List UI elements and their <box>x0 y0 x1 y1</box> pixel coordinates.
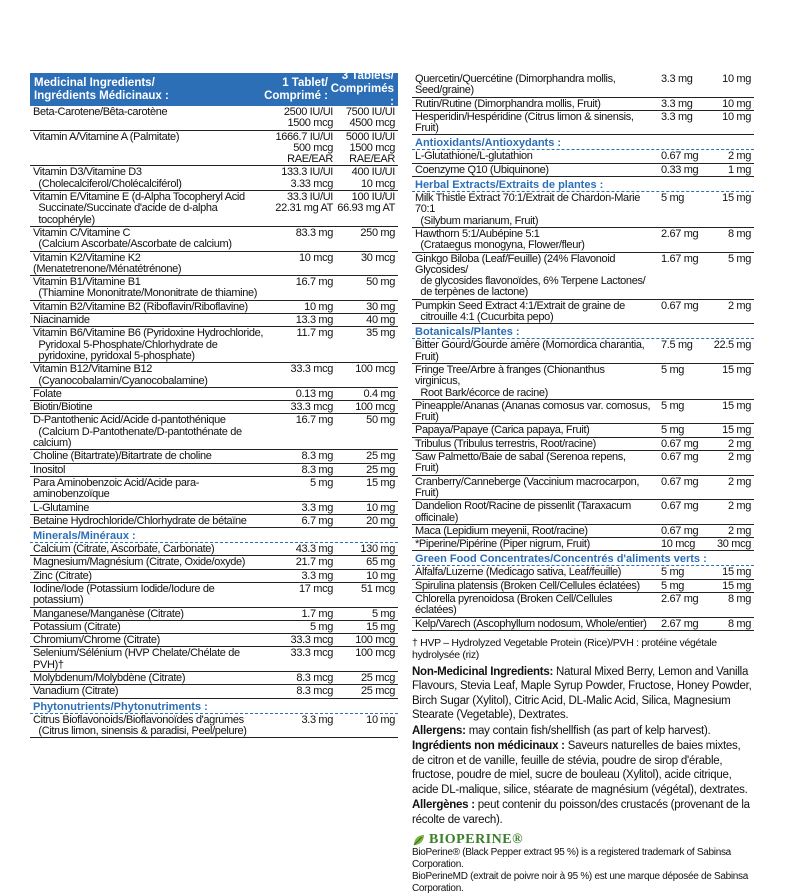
ingredient-row <box>30 543 398 556</box>
ingredient-name: *Piperine/Pipérine (Piper nigrum, Fruit) <box>415 538 590 551</box>
ingredient-name: Citrus Bioflavonoids/Bioflavonoïdes d'agrumes (Citrus limon, sinensis & paradisi, Peel/pelure) <box>33 713 247 737</box>
amount-3-tablets: 10 mg <box>366 569 395 582</box>
ingredient-row <box>30 672 398 685</box>
ingredient-name: Vitamin B2/Vitamine B2 (Riboflavin/Riboflavine) <box>33 300 248 313</box>
amount-3-tablets: 30 mcg <box>717 538 751 551</box>
phytonutrient-rows <box>30 714 398 739</box>
ingredient-name: Vitamin B12/Vitamine B12 (Cyanocobalamin/Cyanocobalamine) <box>33 363 208 387</box>
ingredient-row <box>412 525 754 538</box>
amount-3-tablets: 8 mg <box>727 227 751 240</box>
allergens-fr <box>412 798 754 827</box>
non-medicinal-en-text: Natural Mixed Berry, Lemon and Vanilla Flavours, Stevia Leaf, Maple Syrup Powder, Fructose, Honey Powder, Birch Sugar (Xylitol), Citric Acid, DL-Malic Acid, Silica, Magnesium Stearate (Vegetable), Dextrates. <box>412 665 752 722</box>
ingredient-name: Vitamin A/Vitamine A (Palmitate) <box>33 130 180 143</box>
ingredient-row <box>30 621 398 634</box>
bioperine-line-fr: BioPerineMD (extrait de poivre noir à 95 %) est une marque déposée de Sabinsa Corporation. <box>412 871 748 895</box>
ingredient-name: Ginkgo Biloba (Leaf/Feuille) (24% Flavonoid Glycosides/ de glycosides flavonoïdes, 6% Terpene Lactones/ de terpènes de lactone) <box>415 252 646 299</box>
ingredient-row <box>30 276 398 301</box>
amount-1-tablet: 2.67 mg <box>661 227 699 240</box>
amount-1-tablet: 3.3 mg <box>661 97 693 110</box>
amount-1-tablet: 0.67 mg <box>661 150 699 163</box>
amount-1-tablet: 0.67 mg <box>661 451 699 464</box>
amount-3-tablets: 5 mg <box>727 252 751 265</box>
section-title-phytonutrients: Phytonutrients/Phytonutriments : <box>30 699 398 714</box>
amount-1-tablet: 5 mg <box>661 579 685 592</box>
ingredient-name: Rutin/Rutine (Dimorphandra mollis, Fruit) <box>415 97 601 110</box>
ingredient-row <box>30 608 398 621</box>
amount-3-tablets: 5 mg <box>371 607 395 620</box>
amount-3-tablets: 25 mcg <box>361 685 395 698</box>
amount-1-tablet: 5 mg <box>309 620 333 633</box>
ingredient-row <box>412 566 754 579</box>
amount-3-tablets: 15 mg <box>722 579 751 592</box>
ingredient-row <box>412 150 754 163</box>
ingredient-name: Bitter Gourd/Gourde amère (Momordica charantia, Fruit) <box>415 339 648 363</box>
amount-1-tablet: 8.3 mg <box>301 463 333 476</box>
leaf-icon <box>412 833 426 847</box>
ingredient-name: Cranberry/Canneberge (Vaccinium macrocarpon, Fruit) <box>415 475 642 499</box>
ingredient-name: Calcium (Citrate, Ascorbate, Carbonate) <box>33 543 215 556</box>
amount-3-tablets: 100 IU/UI 66.93 mg AT <box>337 191 395 215</box>
ingredient-name: Chromium/Chrome (Citrate) <box>33 634 160 647</box>
section-title-minerals: Minerals/Minéraux : <box>30 528 398 543</box>
amount-3-tablets: 15 mg <box>722 399 751 412</box>
amount-1-tablet: 5 mg <box>661 424 685 437</box>
amount-1-tablet: 17 mcg <box>299 582 333 595</box>
ingredient-row <box>412 98 754 111</box>
amount-3-tablets: 2 mg <box>727 299 751 312</box>
amount-3-tablets: 10 mg <box>366 501 395 514</box>
ingredient-row <box>412 438 754 451</box>
ingredient-row <box>30 227 398 252</box>
amount-1-tablet: 133.3 IU/UI 3.33 mcg <box>281 166 333 190</box>
amount-3-tablets: 5000 IU/UI 1500 mcg RAE/EAR <box>345 130 395 166</box>
amount-1-tablet: 33.3 mcg <box>290 634 333 647</box>
amount-1-tablet: 10 mg <box>304 300 333 313</box>
ingredient-row <box>30 131 398 167</box>
ingredient-row <box>412 228 754 253</box>
amount-3-tablets: 2 mg <box>727 150 751 163</box>
amount-3-tablets: 10 mg <box>722 73 751 85</box>
ingredient-name: Inositol <box>33 463 66 476</box>
antioxidant-rows <box>412 150 754 177</box>
amount-1-tablet: 33.3 mcg <box>290 401 333 414</box>
bioperine-block <box>412 833 754 895</box>
ingredient-name: Alfalfa/Luzerne (Medicago sativa, Leaf/feuille) <box>415 566 622 579</box>
ingredient-row <box>30 363 398 388</box>
amount-3-tablets: 30 mcg <box>361 251 395 264</box>
amount-1-tablet: 5 mg <box>661 192 685 205</box>
amount-3-tablets: 250 mg <box>360 226 395 239</box>
left-column <box>30 70 398 738</box>
amount-3-tablets: 25 mcg <box>361 672 395 685</box>
medicinal-rows <box>30 106 398 528</box>
ingredient-row <box>30 327 398 363</box>
ingredient-row <box>412 192 754 228</box>
amount-1-tablet: 6.7 mg <box>301 514 333 527</box>
ingredient-row <box>30 685 398 698</box>
ingredient-row <box>30 314 398 327</box>
ingredient-name: Spirulina platensis (Broken Cell/Cellules éclatées) <box>415 579 640 592</box>
amount-3-tablets: 2 mg <box>727 475 751 488</box>
amount-3-tablets: 65 mg <box>366 556 395 569</box>
non-medicinal-fr-text: Saveurs naturelles de baies mixtes, de citron et de vanille, feuille de stévia, poudre de sirop d'érable, fructose, poudre de miel, sucre de bouleau (Xylitol), acide citrique, acide DL-malique, silice, stéarate de magnésium (végétal), dextrates. <box>412 740 748 796</box>
amount-1-tablet: 0.13 mg <box>295 387 333 400</box>
ingredient-name: D-Pantothenic Acid/Acide d-pantothénique (Calcium D-Pantothenate/D-pantothénate de calcium) <box>33 414 242 450</box>
allergens-en <box>412 724 754 739</box>
ingredient-name: Maca (Lepidium meyenii, Root/racine) <box>415 524 588 537</box>
ingredient-row <box>30 515 398 528</box>
ingredient-row <box>412 451 754 476</box>
ingredient-row <box>30 714 398 739</box>
ingredient-row <box>30 414 398 450</box>
ingredient-row <box>412 300 754 325</box>
botanical-rows <box>412 339 754 551</box>
ingredient-name: Papaya/Papaye (Carica papaya, Fruit) <box>415 424 590 437</box>
bioperine-line-en: BioPerine® (Black Pepper extract 95 %) is a registered trademark of Sabinsa Corporation. <box>412 847 731 871</box>
amount-1-tablet: 5 mg <box>661 399 685 412</box>
amount-1-tablet: 8.3 mcg <box>296 672 333 685</box>
ingredient-row <box>412 400 754 425</box>
amount-1-tablet: 5 mg <box>309 476 333 489</box>
amount-1-tablet: 0.67 mg <box>661 437 699 450</box>
ingredient-name: Pumpkin Seed Extract 4:1/Extrait de graine de citrouille 4:1 (Cucurbita pepo) <box>415 299 625 324</box>
section-title-herbal: Herbal Extracts/Extraits de plantes : <box>412 177 754 192</box>
ingredient-name: Vitamin E/Vitamine E (d-Alpha Tocopheryl Acid Succinate/Succinate d'acide de d-alpha tocophéryle) <box>33 191 245 226</box>
ingredient-name: Folate <box>33 387 62 400</box>
ingredient-name: Biotin/Biotine <box>33 401 93 414</box>
amount-3-tablets: 100 mcg <box>355 647 395 660</box>
amount-3-tablets: 10 mg <box>722 97 751 110</box>
ingredient-row <box>412 476 754 501</box>
amount-1-tablet: 2.67 mg <box>661 617 699 630</box>
amount-1-tablet: 16.7 mg <box>295 414 333 427</box>
ingredient-name: Magnesium/Magnésium (Citrate, Oxide/oxyde) <box>33 556 246 569</box>
ingredient-name: Zinc (Citrate) <box>33 569 92 582</box>
ingredient-name: Potassium (Citrate) <box>33 620 121 633</box>
ingredient-name: Hawthorn 5:1/Aubépine 5:1 (Crataegus monogyna, Flower/fleur) <box>415 227 585 252</box>
ingredient-name: Beta-Carotene/Bêta-carotène <box>33 106 168 118</box>
amount-1-tablet: 5 mg <box>661 566 685 579</box>
non-medicinal-fr-label: Ingrédients non médicinaux : <box>412 740 565 753</box>
amount-3-tablets: 15 mg <box>722 363 751 376</box>
ingredient-name: Vitamin C/Vitamine C (Calcium Ascorbate/Ascorbate de calcium) <box>33 226 232 251</box>
amount-3-tablets: 400 IU/UI 10 mcg <box>351 166 395 190</box>
mineral-rows <box>30 543 398 699</box>
amount-3-tablets: 50 mg <box>366 276 395 289</box>
ingredient-row <box>412 538 754 551</box>
ingredient-row <box>30 301 398 314</box>
ingredient-name: Chlorella pyrenoidosa (Broken Cell/Cellules éclatées) <box>415 592 615 617</box>
ingredient-row <box>30 450 398 463</box>
ingredient-row <box>30 464 398 477</box>
amount-1-tablet: 1666.7 IU/UI 500 mcg RAE/EAR <box>275 130 333 166</box>
ingredient-name: Tribulus (Tribulus terrestris, Root/racine) <box>415 437 596 450</box>
allergens-en-label: Allergens: <box>412 724 466 737</box>
ingredient-row <box>412 339 754 364</box>
section-title-greenfood: Green Food Concentrates/Concentrés d'aliments verts : <box>412 551 754 566</box>
ingredient-row <box>30 401 398 414</box>
amount-3-tablets: 50 mg <box>366 414 395 427</box>
ingredient-name: Milk Thistle Extract 70:1/Extrait de Chardon-Marie 70:1 (Silybum marianum, Fruit) <box>415 192 640 227</box>
ingredient-row <box>30 106 398 131</box>
ingredient-name: Betaine Hydrochloride/Chlorhydrate de bétaïne <box>33 514 247 527</box>
amount-1-tablet: 7.5 mg <box>661 339 693 352</box>
amount-3-tablets: 15 mg <box>722 566 751 579</box>
ingredient-row <box>30 502 398 515</box>
amount-1-tablet: 1.7 mg <box>301 607 333 620</box>
amount-1-tablet: 2500 IU/UI 1500 mcg <box>283 106 333 130</box>
amount-3-tablets: 30 mg <box>366 300 395 313</box>
amount-3-tablets: 15 mg <box>366 620 395 633</box>
ingredient-name: Vitamin D3/Vitamine D3 (Cholecalciferol/Cholécalciférol) <box>33 166 182 190</box>
amount-3-tablets: 2 mg <box>727 524 751 537</box>
amount-3-tablets: 100 mcg <box>355 634 395 647</box>
amount-3-tablets: 130 mg <box>360 543 395 556</box>
amount-3-tablets: 40 mg <box>366 314 395 327</box>
ingredient-row <box>412 253 754 300</box>
bioperine-logo-text: BIOPERINE® <box>429 832 524 848</box>
ingredient-row <box>30 477 398 502</box>
ingredient-row <box>30 252 398 277</box>
ingredient-row <box>30 388 398 401</box>
ingredient-row <box>30 583 398 608</box>
ingredient-name: Fringe Tree/Arbre à franges (Chionanthus virginicus, Root Bark/écorce de racine) <box>415 363 605 399</box>
amount-1-tablet: 3.3 mg <box>301 569 333 582</box>
amount-3-tablets: 8 mg <box>727 617 751 630</box>
amount-1-tablet: 8.3 mg <box>301 450 333 463</box>
ingredient-name: Kelp/Varech (Ascophyllum nodosum, Whole/entier) <box>415 617 647 630</box>
amount-1-tablet: 33.3 IU/UI 22.31 mg AT <box>275 191 333 215</box>
amount-3-tablets: 25 mg <box>366 450 395 463</box>
ingredient-row <box>30 634 398 647</box>
ingredient-name: L-Glutamine <box>33 501 90 514</box>
ingredient-row <box>412 364 754 400</box>
amount-1-tablet: 33.3 mcg <box>290 647 333 660</box>
amount-3-tablets: 51 mcg <box>361 582 395 595</box>
amount-1-tablet: 1.67 mg <box>661 252 699 265</box>
amount-3-tablets: 2 mg <box>727 451 751 464</box>
amount-1-tablet: 8.3 mcg <box>296 685 333 698</box>
ingredient-name: Choline (Bitartrate)/Bitartrate de choline <box>33 450 212 463</box>
ingredient-name: Vitamin K2/Vitamine K2 (Menatetrenone/Ménatétrénone) <box>33 251 182 275</box>
table-header <box>30 70 398 108</box>
ingredient-name: Pineapple/Ananas (Ananas comosus var. comosus, Fruit) <box>415 399 653 424</box>
amount-1-tablet: 21.7 mg <box>295 556 333 569</box>
amount-3-tablets: 25 mg <box>366 463 395 476</box>
section-title-botanicals: Botanicals/Plantes : <box>412 324 754 339</box>
amount-1-tablet: 0.33 mg <box>661 163 699 176</box>
amount-3-tablets: 8 mg <box>727 592 751 605</box>
non-medicinal-en-label: Non-Medicinal Ingredients: <box>412 665 554 678</box>
ingredient-row <box>412 500 754 525</box>
allergens-fr-label: Allergènes : <box>412 799 475 812</box>
amount-1-tablet: 5 mg <box>661 363 685 376</box>
amount-3-tablets: 10 mg <box>366 713 395 726</box>
phytonutrient-rows-continued <box>412 73 754 135</box>
ingredient-row <box>30 191 398 227</box>
amount-1-tablet: 2.67 mg <box>661 592 699 605</box>
right-column <box>412 73 754 895</box>
non-medicinal-en <box>412 665 754 723</box>
ingredient-name: Hesperidin/Hespéridine (Citrus limon & sinensis, Fruit) <box>415 110 637 135</box>
ingredient-name: Para Aminobenzoic Acid/Acide para-aminobenzoïque <box>33 476 200 501</box>
allergens-fr-text: peut contenir du poisson/des crustacés (provenant de la récolte de varech). <box>412 799 750 826</box>
amount-3-tablets: 22.5 mg <box>713 339 751 352</box>
amount-1-tablet: 0.67 mg <box>661 524 699 537</box>
ingredient-row <box>412 73 754 98</box>
ingredient-name: Saw Palmetto/Baie de sabal (Serenoa repens, Fruit) <box>415 451 629 475</box>
ingredient-name: Quercetin/Quercétine (Dimorphandra mollis, Seed/graine) <box>415 73 619 97</box>
ingredient-row <box>30 570 398 583</box>
ingredient-name: L-Glutathione/L-glutathion <box>415 150 533 163</box>
amount-1-tablet: 3.3 mg <box>661 110 693 123</box>
amount-3-tablets: 0.4 mg <box>363 387 395 400</box>
amount-3-tablets: 100 mcg <box>355 363 395 376</box>
amount-1-tablet: 13.3 mg <box>295 314 333 327</box>
header-1-tablet: 1 Tablet/ Comprimé : <box>264 76 328 102</box>
ingredient-row <box>412 580 754 593</box>
amount-3-tablets: 7500 IU/UI 4500 mcg <box>345 106 395 130</box>
ingredient-name: Molybdenum/Molybdène (Citrate) <box>33 672 186 685</box>
amount-3-tablets: 100 mcg <box>355 401 395 414</box>
ingredient-name: Manganese/Manganèse (Citrate) <box>33 607 184 620</box>
amount-3-tablets: 10 mg <box>722 110 751 123</box>
allergens-en-text: may contain fish/shellfish (as part of kelp harvest). <box>465 724 711 737</box>
ingredient-name: Selenium/Sélénium (HVP Chelate/Chélate de PVH)† <box>33 647 243 671</box>
amount-1-tablet: 10 mcg <box>661 538 695 551</box>
ingredient-row <box>30 166 398 191</box>
greenfood-rows <box>412 566 754 630</box>
bioperine-logo <box>412 833 754 847</box>
amount-1-tablet: 33.3 mcg <box>290 363 333 376</box>
amount-3-tablets: 2 mg <box>727 437 751 450</box>
ingredient-name: Vitamin B1/Vitamine B1 (Thiamine Mononitrate/Mononitrate de thiamine) <box>33 276 258 300</box>
ingredient-row <box>412 111 754 136</box>
ingredient-name: Coenzyme Q10 (Ubiquinone) <box>415 163 549 176</box>
amount-1-tablet: 10 mcg <box>299 251 333 264</box>
amount-1-tablet: 3.3 mg <box>661 73 693 85</box>
amount-1-tablet: 83.3 mg <box>295 226 333 239</box>
header-3-tablets: 3 Tablets/ Comprimés : <box>330 70 394 108</box>
ingredient-row <box>412 164 754 177</box>
amount-1-tablet: 3.3 mg <box>301 713 333 726</box>
amount-3-tablets: 35 mg <box>366 327 395 340</box>
ingredient-row <box>412 593 754 618</box>
ingredient-row <box>30 647 398 672</box>
ingredient-name: Iodine/Iode (Potassium Iodide/Iodure de potassium) <box>33 582 218 607</box>
amount-3-tablets: 15 mg <box>722 424 751 437</box>
amount-3-tablets: 20 mg <box>366 514 395 527</box>
ingredient-name: Dandelion Root/Racine de pissenlit (Taraxacum officinale) <box>415 500 634 524</box>
amount-3-tablets: 15 mg <box>366 476 395 489</box>
ingredient-name: Vanadium (Citrate) <box>33 685 119 698</box>
amount-1-tablet: 0.67 mg <box>661 475 699 488</box>
amount-1-tablet: 11.7 mg <box>296 327 333 340</box>
ingredient-row <box>412 424 754 437</box>
ingredient-name: Vitamin B6/Vitamine B6 (Pyridoxine Hydrochloride, Pyridoxal 5-Phosphate/Chlorhydrate de pyridoxine, pyridoxal 5-phosphate) <box>33 327 264 362</box>
ingredient-row <box>412 618 754 631</box>
section-title-antioxidants: Antioxidants/Antioxydants : <box>412 135 754 150</box>
non-medicinal-fr <box>412 739 754 797</box>
amount-1-tablet: 3.3 mg <box>301 501 333 514</box>
ingredient-name: Niacinamide <box>33 314 90 327</box>
amount-1-tablet: 43.3 mg <box>295 543 333 556</box>
hvp-footnote: † HVP – Hydrolyzed Vegetable Protein (Rice)/PVH : protéine végétale hydrolysée (riz) <box>412 636 717 661</box>
amount-1-tablet: 0.67 mg <box>661 500 699 513</box>
amount-1-tablet: 16.7 mg <box>295 276 333 289</box>
header-ingredient: Medicinal Ingredients/ Ingrédients Médicinaux : <box>34 76 169 102</box>
amount-3-tablets: 2 mg <box>727 500 751 513</box>
amount-3-tablets: 1 mg <box>727 163 751 176</box>
amount-1-tablet: 0.67 mg <box>661 299 699 312</box>
herbal-rows <box>412 192 754 324</box>
amount-3-tablets: 15 mg <box>722 192 751 205</box>
ingredient-row <box>30 556 398 569</box>
